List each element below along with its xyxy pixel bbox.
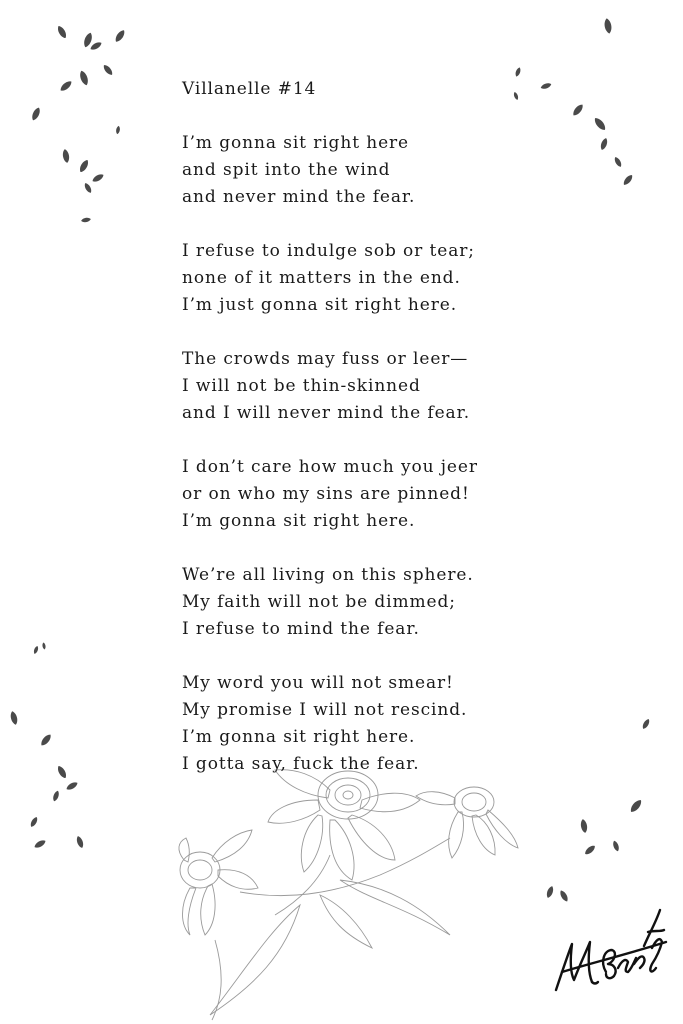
leaf-icon: [82, 32, 93, 49]
leaf-icon: [83, 182, 93, 194]
leaf-icon: [78, 70, 89, 87]
poem-line: I’m gonna sit right here.: [182, 727, 416, 747]
stanza: [182, 670, 602, 778]
poem-line: and spit into the wind: [182, 160, 391, 180]
leaf-icon: [559, 889, 570, 903]
poem-line: I’m gonna sit right here.: [182, 511, 416, 531]
poem-title: Villanelle #14: [182, 79, 317, 99]
leaf-icon: [59, 79, 74, 93]
poem-line: I don’t care how much you jeer: [182, 457, 478, 477]
poem-line: I’m just gonna sit right here.: [182, 295, 458, 315]
leaf-icon: [52, 790, 60, 802]
leaf-icon: [65, 781, 79, 792]
leaf-icon: [42, 642, 46, 649]
leaf-icon: [580, 819, 588, 834]
leaf-icon: [81, 217, 91, 223]
poem-line: none of it matters in the end.: [182, 268, 461, 288]
leaf-icon: [613, 156, 623, 168]
leaf-icon: [78, 158, 90, 173]
leaf-icon: [33, 645, 39, 654]
leaf-icon: [39, 733, 53, 748]
leaf-icon: [30, 106, 41, 121]
leaf-icon: [102, 63, 114, 76]
poem-line: I refuse to mind the fear.: [182, 619, 420, 639]
leaf-icon: [629, 798, 644, 814]
signature-icon: [548, 902, 670, 996]
stanza: [182, 346, 602, 427]
poem-line: My word you will not smear!: [182, 673, 454, 693]
poem-line: I’m gonna sit right here: [182, 133, 410, 153]
poem-line: The crowds may fuss or leer—: [182, 349, 469, 369]
leaf-icon: [114, 29, 127, 44]
poem-line: My promise I will not rescind.: [182, 700, 468, 720]
leaf-icon: [89, 41, 103, 52]
leaf-icon: [75, 835, 84, 849]
poem-line: and never mind the fear.: [182, 187, 416, 207]
leaf-icon: [641, 718, 651, 730]
poem-line: I gotta say, fuck the fear.: [182, 754, 420, 774]
leaf-icon: [29, 816, 39, 828]
leaf-icon: [62, 149, 70, 164]
poem: [182, 76, 602, 805]
leaf-icon: [56, 24, 68, 39]
stanza: [182, 130, 602, 211]
leaf-icon: [622, 173, 634, 186]
poem-line: and I will never mind the fear.: [182, 403, 471, 423]
leaf-icon: [545, 885, 554, 899]
leaf-icon: [91, 173, 105, 184]
poem-line: My faith will not be dimmed;: [182, 592, 456, 612]
stanza: [182, 562, 602, 643]
leaf-icon: [603, 18, 612, 34]
stanza: [182, 454, 602, 535]
leaf-icon: [612, 840, 620, 852]
leaf-icon: [583, 844, 596, 856]
leaf-icon: [33, 839, 47, 850]
poem-line: I refuse to indulge sob or tear;: [182, 241, 475, 261]
leaf-icon: [115, 126, 120, 135]
leaf-icon: [9, 710, 18, 725]
poem-line: I will not be thin-skinned: [182, 376, 421, 396]
leaf-icon: [56, 764, 68, 779]
stanza: [182, 238, 602, 319]
poem-line: or on who my sins are pinned!: [182, 484, 470, 504]
poem-line: We’re all living on this sphere.: [182, 565, 474, 585]
flower-sketch-icon: [179, 770, 518, 1020]
